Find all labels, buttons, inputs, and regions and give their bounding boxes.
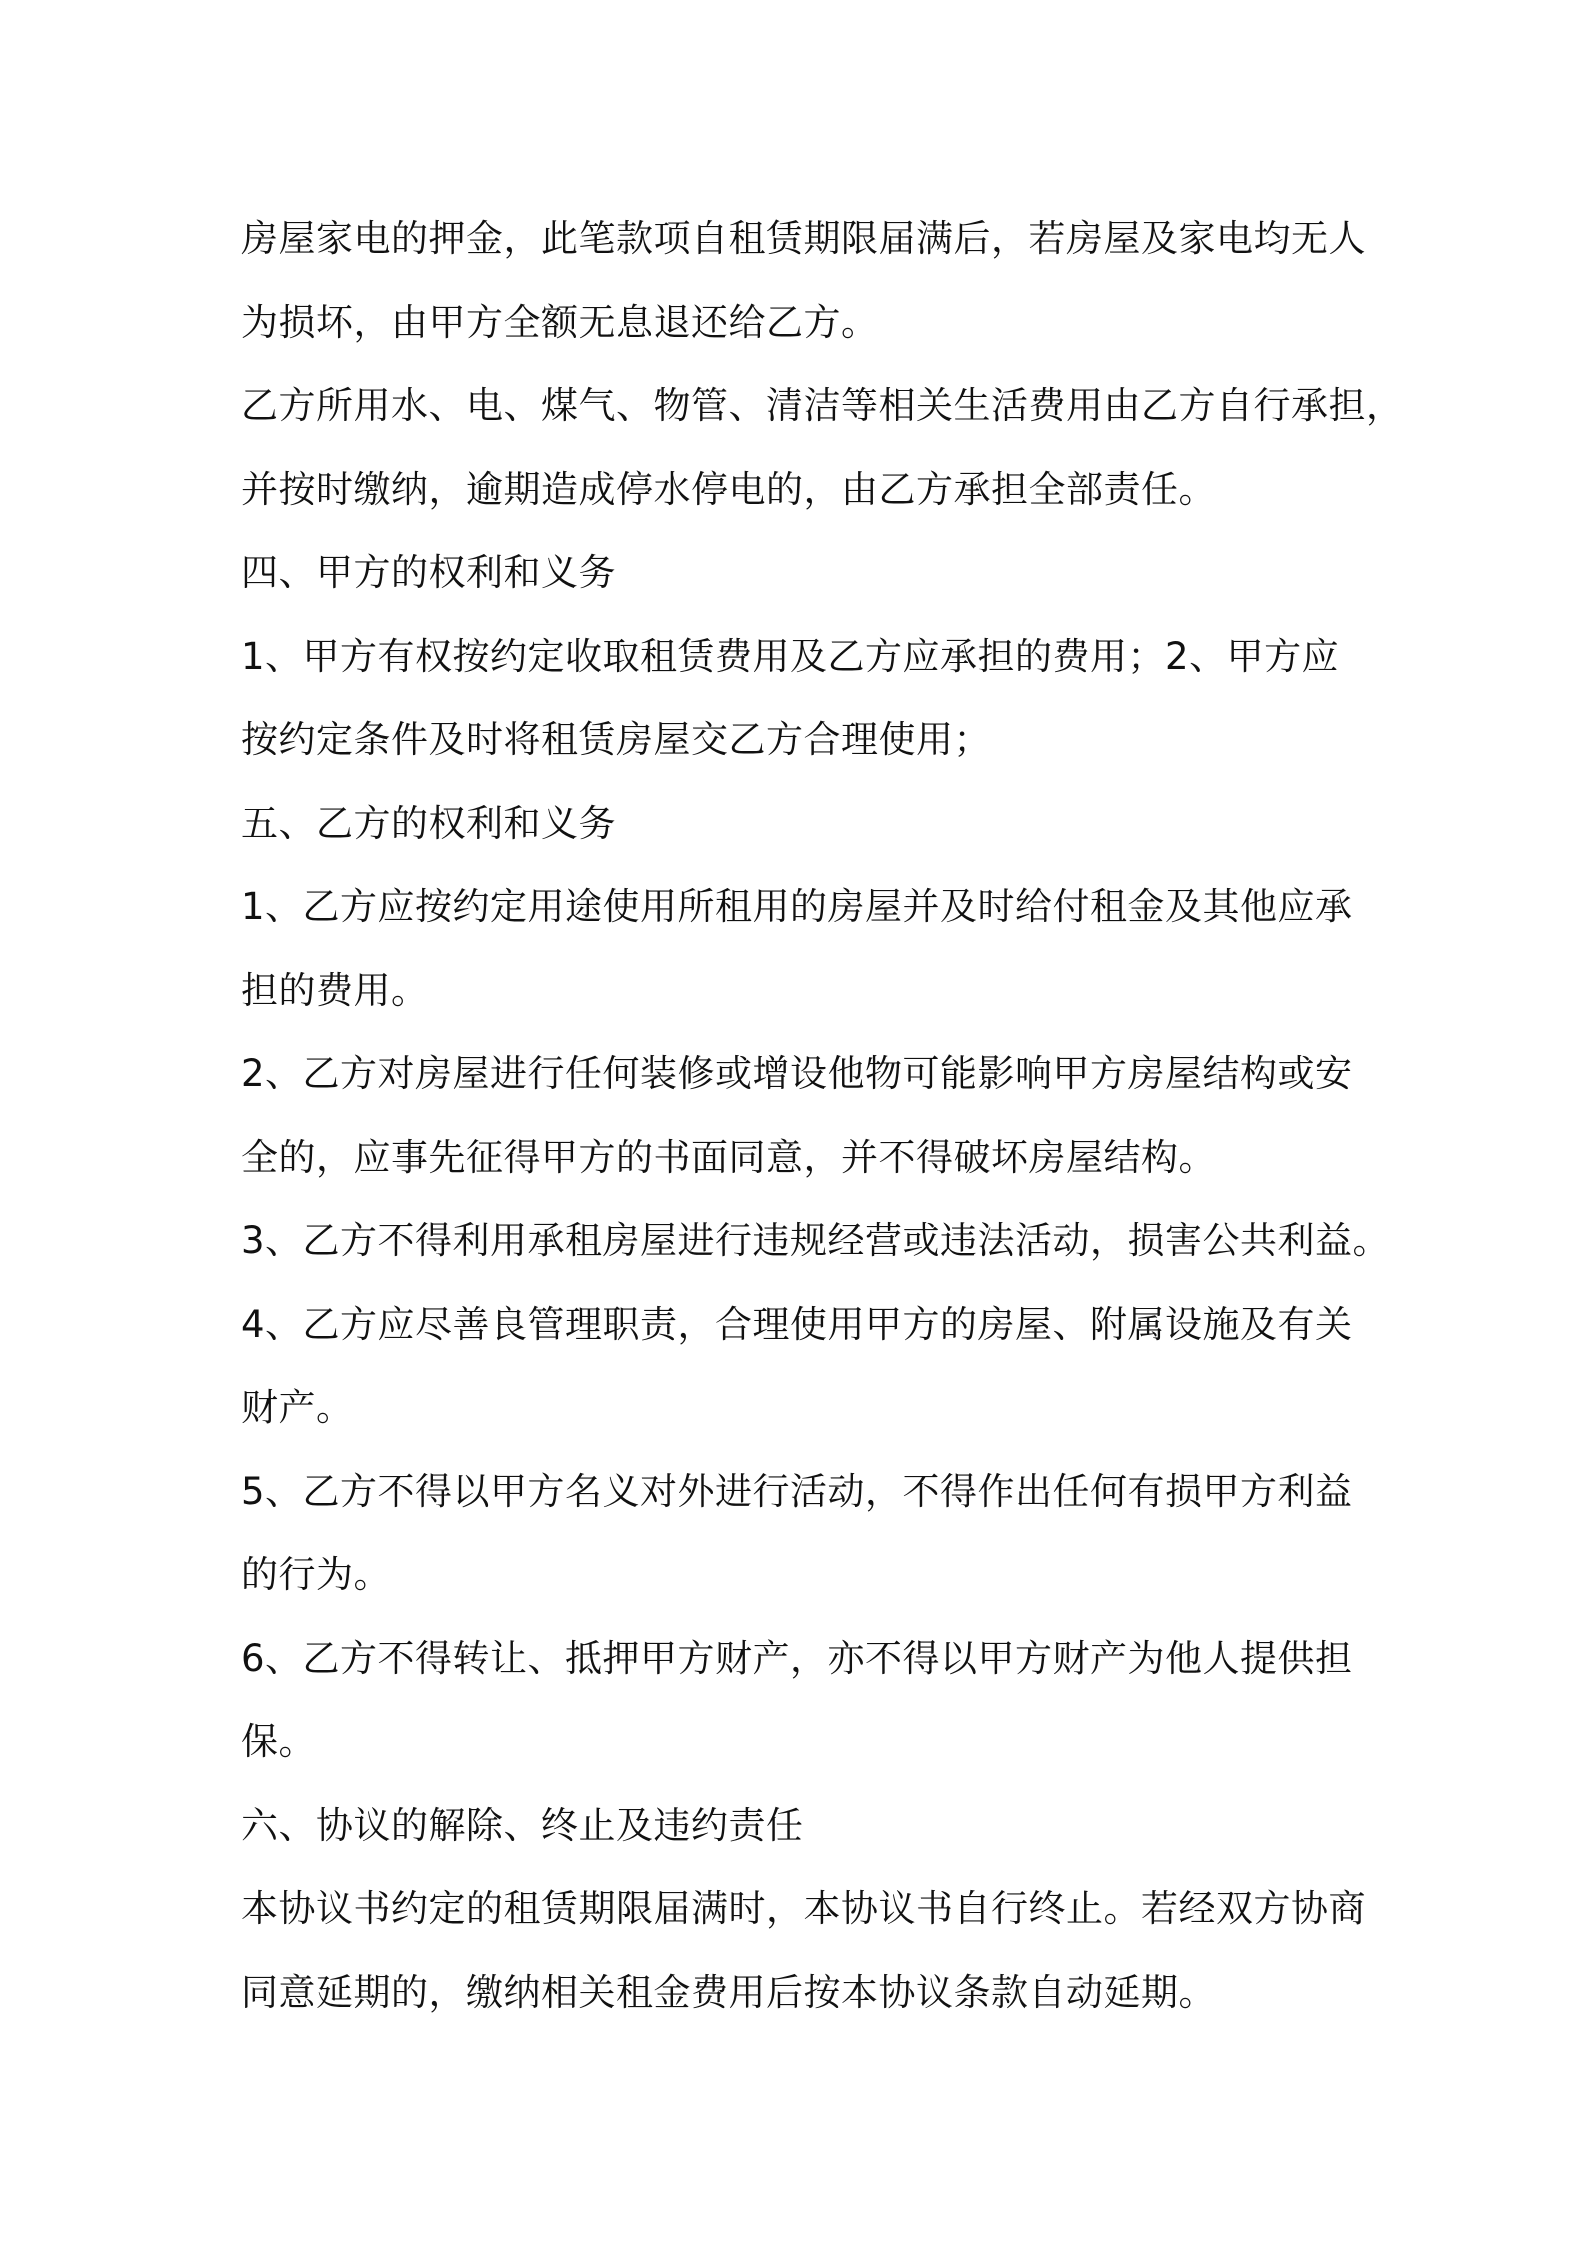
text-line: 全的，应事先征得甲方的书面同意，并不得破坏房屋结构。 — [241, 1135, 1216, 1179]
text-line: 同意延期的，缴纳相关租金费用后按本协议条款自动延期。 — [241, 1970, 1216, 2014]
text-line: 保。 — [241, 1720, 316, 1763]
text-line: 3、乙方不得利用承租房屋进行违规经营或违法活动，损害公共利益。 — [241, 1219, 1391, 1262]
text-line: 为损坏，由甲方全额无息退还给乙方。 — [241, 300, 879, 344]
text-line: 4、乙方应尽善良管理职责，合理使用甲方的房屋、附属设施及有关 — [241, 1302, 1353, 1346]
text-line: 担的费用。 — [241, 968, 429, 1012]
text-line: 乙方所用水、电、煤气、物管、清洁等相关生活费用由乙方自行承担， — [241, 384, 1404, 427]
text-line: 房屋家电的押金，此笔款项自租赁期限届满后，若房屋及家电均无人 — [241, 217, 1366, 260]
text-line: 财产。 — [241, 1386, 354, 1429]
text-line: 按约定条件及时将租赁房屋交乙方合理使用； — [241, 718, 991, 761]
text-line: 5、乙方不得以甲方名义对外进行活动，不得作出任何有损甲方利益 — [241, 1469, 1353, 1513]
text-line: 并按时缴纳，逾期造成停水停电的，由乙方承担全部责任。 — [241, 467, 1216, 511]
section-heading: 五、乙方的权利和义务 — [241, 801, 616, 845]
text-line: 6、乙方不得转让、抵押甲方财产，亦不得以甲方财产为他人提供担 — [241, 1636, 1353, 1680]
text-line: 的行为。 — [241, 1553, 391, 1596]
section-heading: 六、协议的解除、终止及违约责任 — [241, 1803, 804, 1847]
section-heading: 四、甲方的权利和义务 — [241, 551, 616, 594]
document-body — [241, 197, 1404, 2034]
text-line: 1、甲方有权按约定收取租赁费用及乙方应承担的费用；2、甲方应 — [241, 634, 1340, 678]
text-line: 2、乙方对房屋进行任何装修或增设他物可能影响甲方房屋结构或安 — [241, 1052, 1353, 1095]
text-line: 1、乙方应按约定用途使用所租用的房屋并及时给付租金及其他应承 — [241, 885, 1353, 928]
text-line: 本协议书约定的租赁期限届满时，本协议书自行终止。若经双方协商 — [241, 1887, 1366, 1930]
